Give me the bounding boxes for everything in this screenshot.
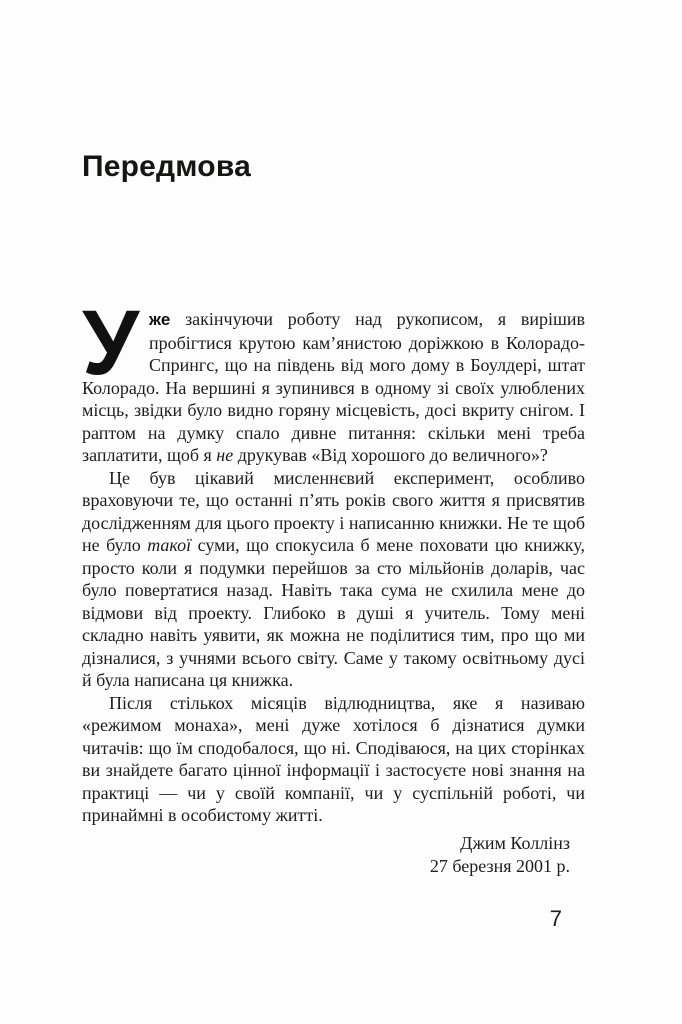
drop-cap-letter: У (82, 292, 138, 394)
drop-cap (82, 292, 138, 394)
page-number: 7 (549, 906, 562, 931)
paragraph-3 (82, 692, 585, 827)
signature-block (82, 832, 585, 878)
paragraph-text: суми, що спокусила б мене поховати цю книжку, просто коли я подумки перейшов за сто мільйонів доларів, час було повертатися назад. Навіть така сума не схилила мене до відмови від проекту. Глибоко в душі я учитель. Тому мені складно навіть уявити, як можна не поділитися тим, про що ми дізналися, з учнями всього світу. Саме у такому освітньому дусі й була написана ця книжка. (82, 535, 585, 690)
signature-date: 27 березня 2001 р. (429, 855, 570, 876)
paragraph-text: Після стількох місяців відлюдництва, яке я називаю «режимом монаха», мені дуже хотілося б дізнатися думки читачів: що їм сподобалося, що ні. Сподіваюся, на цих сторінках ви знайдете багато цінної інформації і застосуєте нові знання на практиці — чи у своїй компанії, чи у суспільній роботі, чи принаймні в особистому житті. (82, 692, 585, 825)
paragraph-1 (82, 292, 585, 467)
emphasis-word: такої (147, 535, 192, 555)
paragraph-text: закінчуючи роботу над рукописом, я вирішив пробігтися крутою кам’янистою доріжкою в Колорадо-Спрингс, що на південь від мого дому в Боулдері, штат Колорадо. На вершині я зупинився в одному зі своїх улюблених місць, звідки було видно горяну місцевість, досі вкриту снігом. І раптом на думку спало дивне питання: скільки мені треба заплатити, щоб я (82, 309, 585, 465)
signature-name: Джим Коллінз (460, 832, 570, 853)
paragraph-text: Це був цікавий мисленнєвий експеримент, особливо враховуючи те, що останні п’ять років свого життя я присвятив дослідженням для цього проекту і написанню книжки. Не те щоб не було (82, 467, 585, 555)
paragraph-text: друкував «Від хорошого до величного»? (233, 445, 548, 465)
paragraph-2 (82, 467, 585, 692)
body-text (82, 292, 585, 827)
chapter-title: Передмова (82, 150, 251, 183)
emphasis-word: не (216, 445, 234, 465)
lead-word: же (149, 310, 171, 329)
